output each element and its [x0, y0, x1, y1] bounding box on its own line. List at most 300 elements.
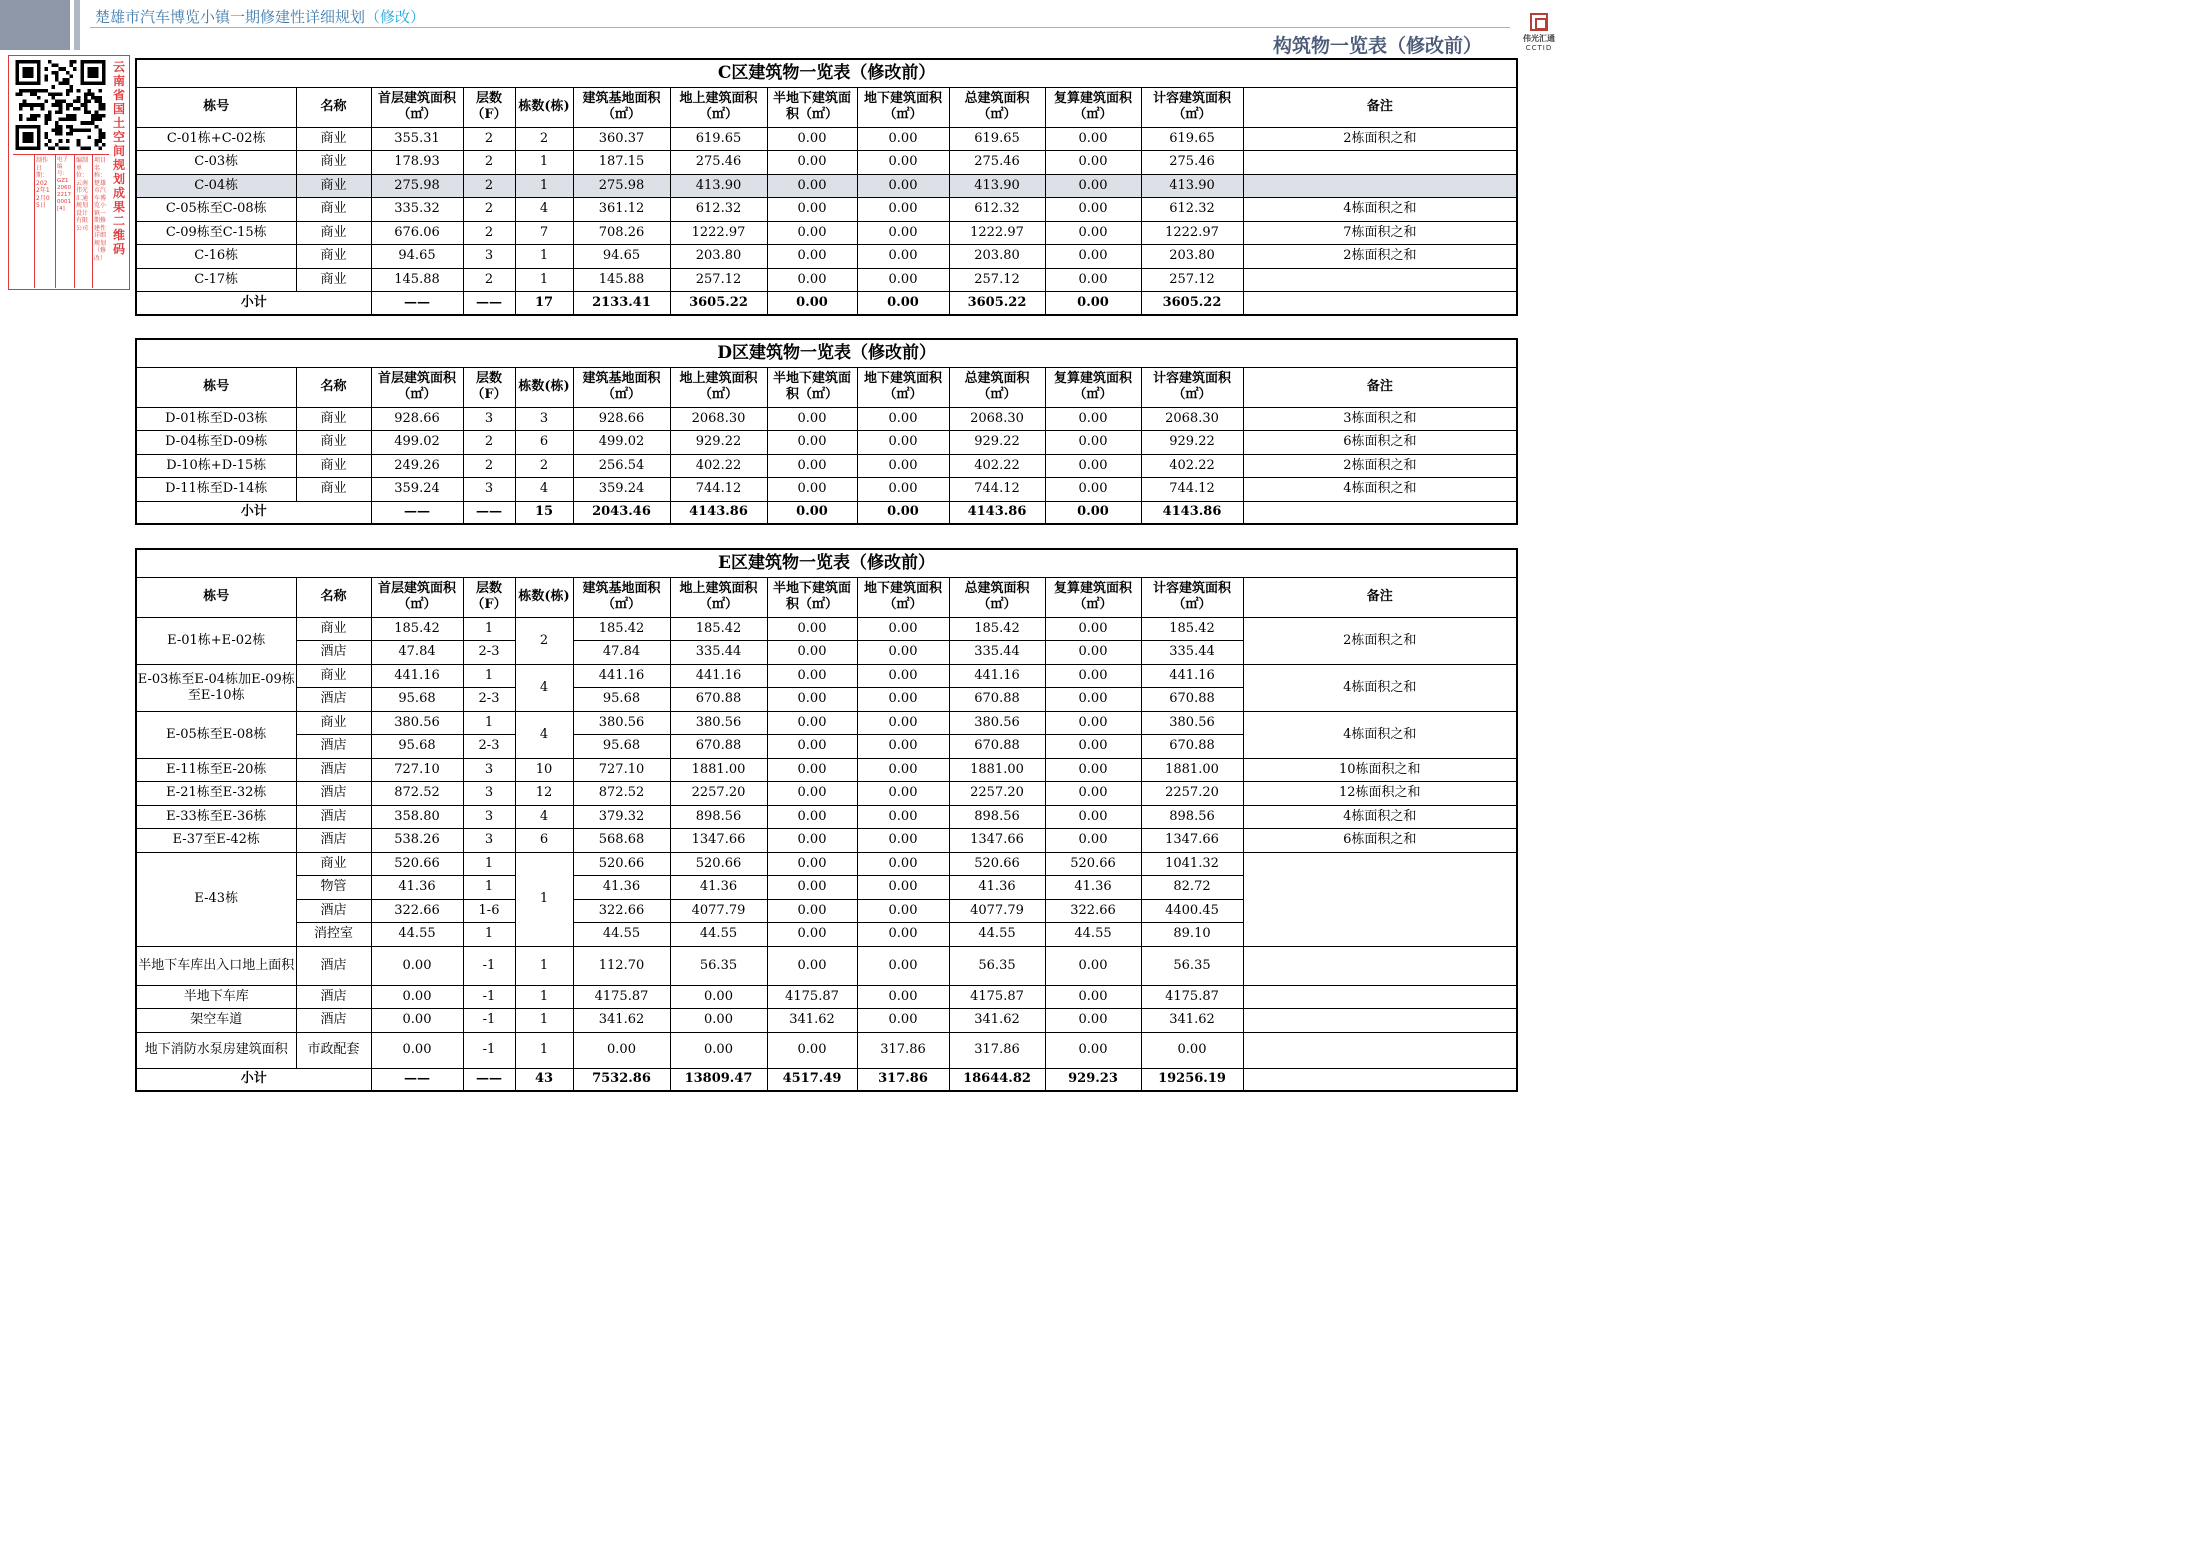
- column-header: 栋数(栋): [515, 367, 573, 407]
- table-cell: D-04栋至D-09栋: [136, 431, 296, 455]
- table-cell: 4175.87: [949, 985, 1045, 1009]
- table-cell: 0.00: [1045, 641, 1141, 665]
- building-count-cell: 1: [515, 946, 573, 985]
- table-cell: 0.00: [767, 245, 857, 269]
- table-cell: 1: [463, 711, 515, 735]
- table-cell: 1: [463, 664, 515, 688]
- table-cell: 670.88: [1141, 735, 1243, 759]
- subtotal-cell: 0.00: [857, 292, 949, 315]
- stamp-info: [13, 154, 109, 287]
- table-cell: 2: [463, 454, 515, 478]
- table-cell: 0.00: [573, 1032, 670, 1068]
- table-cell: 商业: [296, 221, 371, 245]
- table-cell: C-03栋: [136, 151, 296, 175]
- header-row: [136, 577, 1517, 617]
- table-cell: 6栋面积之和: [1243, 431, 1517, 455]
- table-cell: 0.00: [1045, 454, 1141, 478]
- table-row[interactable]: [136, 852, 1517, 876]
- table-cell: 379.32: [573, 805, 670, 829]
- column-header: 栋号: [136, 577, 296, 617]
- building-count-cell: 1: [515, 1032, 573, 1068]
- company-logo: [1519, 13, 1559, 53]
- table-cell: 929.22: [949, 431, 1045, 455]
- table-cell: 178.93: [371, 151, 463, 175]
- table-cell: 41.36: [1045, 876, 1141, 900]
- table-cell: 441.16: [573, 664, 670, 688]
- table-cell: C-05栋至C-08栋: [136, 198, 296, 222]
- table-cell: 1: [515, 268, 573, 292]
- building-count-cell: 4: [515, 664, 573, 711]
- table-cell: 359.24: [371, 478, 463, 502]
- column-header: 首层建筑面积（㎡）: [371, 367, 463, 407]
- table-cell: 4栋面积之和: [1243, 478, 1517, 502]
- table-cell: 322.66: [1045, 899, 1141, 923]
- table-cell: 341.62: [573, 1009, 670, 1033]
- subtotal-cell: 13809.47: [670, 1068, 767, 1091]
- subtotal-label: 小计: [136, 292, 371, 315]
- table-row[interactable]: [136, 985, 1517, 1009]
- table-row[interactable]: [136, 431, 1517, 455]
- table-cell: 2257.20: [670, 782, 767, 806]
- table-cell: 商业: [296, 431, 371, 455]
- table-title: D区建筑物一览表（修改前）: [136, 339, 1517, 367]
- table-cell: 275.46: [1141, 151, 1243, 175]
- table-cell: 酒店: [296, 829, 371, 853]
- table-cell: 0.00: [857, 782, 949, 806]
- table-cell: 1: [463, 876, 515, 900]
- table-cell: 商业: [296, 664, 371, 688]
- table-cell: 1347.66: [670, 829, 767, 853]
- table-cell: 1881.00: [949, 758, 1045, 782]
- table-cell: C-16栋: [136, 245, 296, 269]
- table-cell: 619.65: [1141, 127, 1243, 151]
- table-row[interactable]: [136, 198, 1517, 222]
- table-cell: 2-3: [463, 641, 515, 665]
- remark-cell: 4栋面积之和: [1243, 805, 1517, 829]
- table-cell: 0.00: [767, 899, 857, 923]
- table-cell: -1: [463, 946, 515, 985]
- table-cell: 0.00: [857, 617, 949, 641]
- table-cell: 112.70: [573, 946, 670, 985]
- table-cell: 360.37: [573, 127, 670, 151]
- column-header: 名称: [296, 87, 371, 127]
- table-cell: 441.16: [371, 664, 463, 688]
- table-row[interactable]: [136, 245, 1517, 269]
- table-cell: 2-3: [463, 688, 515, 712]
- table-cell: 441.16: [949, 664, 1045, 688]
- table-row[interactable]: [136, 782, 1517, 806]
- table-cell: 499.02: [573, 431, 670, 455]
- table-cell: 185.42: [1141, 617, 1243, 641]
- subtotal-cell: [1243, 292, 1517, 315]
- table-cell: 0.00: [857, 151, 949, 175]
- table-cell: 1347.66: [949, 829, 1045, 853]
- table-cell: D-01栋至D-03栋: [136, 407, 296, 431]
- table-cell: 0.00: [857, 758, 949, 782]
- table-row[interactable]: [136, 407, 1517, 431]
- table-cell: 670.88: [949, 688, 1045, 712]
- table-cell: 0.00: [1045, 664, 1141, 688]
- table-zone-c: [135, 58, 1518, 316]
- table-cell: 0.00: [767, 876, 857, 900]
- subtotal-label: 小计: [136, 1068, 371, 1091]
- table-cell: 0.00: [371, 985, 463, 1009]
- table-cell: 0.00: [767, 946, 857, 985]
- table-cell: 0.00: [857, 1009, 949, 1033]
- table-cell: 1: [515, 245, 573, 269]
- column-header: 复算建筑面积（㎡）: [1045, 577, 1141, 617]
- table-cell: 928.66: [573, 407, 670, 431]
- subtotal-cell: 4143.86: [1141, 501, 1243, 524]
- table-cell: 1041.32: [1141, 852, 1243, 876]
- table-zone-d: [135, 338, 1518, 525]
- table-cell: 商业: [296, 407, 371, 431]
- table-cell: 酒店: [296, 805, 371, 829]
- table-cell: 酒店: [296, 758, 371, 782]
- table-cell: 0.00: [767, 151, 857, 175]
- building-id-cell: 架空车道: [136, 1009, 296, 1033]
- table-cell: 0.00: [857, 805, 949, 829]
- column-header: 半地下建筑面积（㎡）: [767, 577, 857, 617]
- table-cell: 898.56: [670, 805, 767, 829]
- table-cell: 94.65: [371, 245, 463, 269]
- table-row[interactable]: [136, 805, 1517, 829]
- table-cell: -1: [463, 985, 515, 1009]
- subtotal-cell: ——: [463, 292, 515, 315]
- table-cell: 0.00: [670, 1009, 767, 1033]
- building-count-cell: 12: [515, 782, 573, 806]
- table-cell: 0.00: [857, 221, 949, 245]
- table-row[interactable]: [136, 617, 1517, 641]
- subtotal-cell: 0.00: [767, 501, 857, 524]
- building-id-cell: E-01栋+E-02栋: [136, 617, 296, 664]
- table-cell: 酒店: [296, 641, 371, 665]
- table-cell: 4175.87: [1141, 985, 1243, 1009]
- subtotal-cell: 3605.22: [949, 292, 1045, 315]
- table-cell: 0.00: [767, 664, 857, 688]
- table-row[interactable]: [136, 268, 1517, 292]
- table-cell: 消控室: [296, 923, 371, 947]
- table-cell: 商业: [296, 852, 371, 876]
- table-cell: 499.02: [371, 431, 463, 455]
- subtotal-row: [136, 1068, 1517, 1091]
- table-cell: 744.12: [670, 478, 767, 502]
- table-cell: 520.66: [1045, 852, 1141, 876]
- table-cell: 7: [515, 221, 573, 245]
- table-cell: 56.35: [949, 946, 1045, 985]
- table-cell: C-01栋+C-02栋: [136, 127, 296, 151]
- table-cell: 361.12: [573, 198, 670, 222]
- column-header: 建筑基地面积（㎡）: [573, 367, 670, 407]
- column-header: 半地下建筑面积（㎡）: [767, 87, 857, 127]
- section-title: 构筑物一览表（修改前）: [1273, 35, 1483, 57]
- table-cell: 47.84: [573, 641, 670, 665]
- table-cell: 3: [463, 407, 515, 431]
- table-cell: 0.00: [857, 174, 949, 198]
- table-cell: 0.00: [1045, 782, 1141, 806]
- stamp-code: 电子编号：GZ1206022170001[4]: [57, 157, 71, 212]
- table-row[interactable]: [136, 174, 1517, 198]
- table-cell: 0.00: [767, 174, 857, 198]
- table-row[interactable]: [136, 711, 1517, 735]
- table-row[interactable]: [136, 127, 1517, 151]
- table-cell: 1222.97: [949, 221, 1045, 245]
- table-cell: -1: [463, 1009, 515, 1033]
- building-id-cell: E-37至E-42栋: [136, 829, 296, 853]
- table-cell: 0.00: [1141, 1032, 1243, 1068]
- table-cell: 1: [515, 151, 573, 175]
- subtotal-cell: 3605.22: [670, 292, 767, 315]
- table-cell: 413.90: [949, 174, 1045, 198]
- table-cell: 3: [463, 245, 515, 269]
- table-cell: 酒店: [296, 899, 371, 923]
- table-cell: 0.00: [670, 985, 767, 1009]
- table-cell: 520.66: [371, 852, 463, 876]
- table-cell: 2068.30: [949, 407, 1045, 431]
- table-cell: 2栋面积之和: [1243, 454, 1517, 478]
- stamp-date: 制作日期：2022年12月05日: [36, 157, 50, 209]
- table-row[interactable]: [136, 664, 1517, 688]
- table-cell: 520.66: [949, 852, 1045, 876]
- logo-icon: [1530, 13, 1548, 31]
- subtotal-cell: 0.00: [857, 501, 949, 524]
- table-cell: 203.80: [670, 245, 767, 269]
- column-header: 计容建筑面积（㎡）: [1141, 367, 1243, 407]
- table-cell: 929.22: [670, 431, 767, 455]
- table-cell: 185.42: [670, 617, 767, 641]
- table-cell: 402.22: [670, 454, 767, 478]
- table-cell: 413.90: [1141, 174, 1243, 198]
- table-row[interactable]: [136, 1032, 1517, 1068]
- column-header: 名称: [296, 577, 371, 617]
- table-cell: 568.68: [573, 829, 670, 853]
- table-cell: 6: [515, 431, 573, 455]
- table-cell: 185.42: [949, 617, 1045, 641]
- table-cell: 商业: [296, 268, 371, 292]
- table-row[interactable]: [136, 946, 1517, 985]
- table-row[interactable]: [136, 758, 1517, 782]
- table-cell: 商业: [296, 127, 371, 151]
- building-id-cell: 半地下车库出入口地上面积: [136, 946, 296, 985]
- table-cell: 380.56: [670, 711, 767, 735]
- table-cell: 0.00: [767, 198, 857, 222]
- table-title: C区建筑物一览表（修改前）: [136, 59, 1517, 87]
- table-cell: 4175.87: [573, 985, 670, 1009]
- table-row[interactable]: [136, 151, 1517, 175]
- column-header: 地下建筑面积（㎡）: [857, 577, 949, 617]
- table-cell: 0.00: [857, 852, 949, 876]
- table-cell: 1: [515, 174, 573, 198]
- table-cell: 56.35: [1141, 946, 1243, 985]
- building-count-cell: 1: [515, 1009, 573, 1033]
- table-cell: C-09栋至C-15栋: [136, 221, 296, 245]
- table-cell: 203.80: [949, 245, 1045, 269]
- table-cell: 0.00: [767, 688, 857, 712]
- table-cell: 335.44: [670, 641, 767, 665]
- table-cell: 1881.00: [670, 758, 767, 782]
- column-header: 地上建筑面积（㎡）: [670, 87, 767, 127]
- table-cell: 0.00: [857, 829, 949, 853]
- table-cell: 335.44: [949, 641, 1045, 665]
- table-cell: 41.36: [371, 876, 463, 900]
- building-id-cell: E-43栋: [136, 852, 296, 946]
- table-cell: 1: [463, 617, 515, 641]
- building-id-cell: 半地下车库: [136, 985, 296, 1009]
- table-cell: 0.00: [767, 617, 857, 641]
- logo-cn-text: 伟光汇通: [1523, 34, 1555, 43]
- table-cell: 0.00: [857, 923, 949, 947]
- subtotal-cell: 18644.82: [949, 1068, 1045, 1091]
- qr-code-icon: [13, 60, 108, 150]
- table-cell: 0.00: [1045, 805, 1141, 829]
- document-title-text: 楚雄市汽车博览小镇一期修建性详细规划: [95, 8, 366, 26]
- table-cell: 203.80: [1141, 245, 1243, 269]
- table-cell: 670.88: [670, 735, 767, 759]
- table-cell: 41.36: [949, 876, 1045, 900]
- subtotal-cell: 3605.22: [1141, 292, 1243, 315]
- remark-cell: 4栋面积之和: [1243, 664, 1517, 711]
- table-cell: 1: [463, 852, 515, 876]
- table-cell: 359.24: [573, 478, 670, 502]
- table-cell: 0.00: [857, 478, 949, 502]
- table-cell: 95.68: [371, 735, 463, 759]
- table-cell: 249.26: [371, 454, 463, 478]
- table-cell: 898.56: [949, 805, 1045, 829]
- table-cell: 0.00: [1045, 985, 1141, 1009]
- table-cell: 0.00: [371, 1032, 463, 1068]
- table-cell: 0.00: [857, 127, 949, 151]
- table-cell: 酒店: [296, 1009, 371, 1033]
- column-header: 层数（F）: [463, 87, 515, 127]
- subtotal-row: [136, 292, 1517, 315]
- header-row: [136, 87, 1517, 127]
- subtotal-cell: 317.86: [857, 1068, 949, 1091]
- table-cell: 619.65: [670, 127, 767, 151]
- table-cell: 4077.79: [670, 899, 767, 923]
- column-header: 复算建筑面积（㎡）: [1045, 367, 1141, 407]
- table-row[interactable]: [136, 478, 1517, 502]
- table-cell: 酒店: [296, 946, 371, 985]
- table-cell: 41.36: [670, 876, 767, 900]
- table-cell: 275.98: [371, 174, 463, 198]
- table-cell: 0.00: [767, 454, 857, 478]
- building-id-cell: E-03栋至E-04栋加E-09栋至E-10栋: [136, 664, 296, 711]
- column-header: 栋数(栋): [515, 87, 573, 127]
- table-cell: 670.88: [670, 688, 767, 712]
- table-cell: 3: [463, 805, 515, 829]
- table-cell: 2栋面积之和: [1243, 245, 1517, 269]
- table-row[interactable]: [136, 1009, 1517, 1033]
- table-row[interactable]: [136, 829, 1517, 853]
- remark-cell: 12栋面积之和: [1243, 782, 1517, 806]
- subtotal-cell: 2133.41: [573, 292, 670, 315]
- building-count-cell: 1: [515, 985, 573, 1009]
- table-cell: 市政配套: [296, 1032, 371, 1068]
- column-header: 地下建筑面积（㎡）: [857, 367, 949, 407]
- table-cell: 0.00: [857, 268, 949, 292]
- table-cell: 727.10: [371, 758, 463, 782]
- table-cell: 670.88: [1141, 688, 1243, 712]
- table-cell: 872.52: [371, 782, 463, 806]
- remark-cell: [1243, 1009, 1517, 1033]
- column-header: 层数（F）: [463, 577, 515, 617]
- table-cell: 0.00: [1045, 127, 1141, 151]
- planning-qr-stamp: [8, 55, 130, 290]
- table-cell: 185.42: [573, 617, 670, 641]
- table-row[interactable]: [136, 221, 1517, 245]
- table-cell: 56.35: [670, 946, 767, 985]
- table-cell: 0.00: [767, 805, 857, 829]
- table-cell: C-04栋: [136, 174, 296, 198]
- column-header: 地下建筑面积（㎡）: [857, 87, 949, 127]
- building-id-cell: E-11栋至E-20栋: [136, 758, 296, 782]
- remark-cell: 10栋面积之和: [1243, 758, 1517, 782]
- table-cell: 441.16: [670, 664, 767, 688]
- table-cell: 358.80: [371, 805, 463, 829]
- subtotal-cell: 7532.86: [573, 1068, 670, 1091]
- table-row[interactable]: [136, 454, 1517, 478]
- table-cell: 0.00: [857, 711, 949, 735]
- table-cell: 1347.66: [1141, 829, 1243, 853]
- table-cell: 3: [463, 829, 515, 853]
- table-cell: 380.56: [573, 711, 670, 735]
- table-cell: [1243, 268, 1517, 292]
- subtotal-cell: [1243, 501, 1517, 524]
- table-cell: 3: [463, 478, 515, 502]
- table-cell: 0.00: [1045, 478, 1141, 502]
- table-cell: 2068.30: [670, 407, 767, 431]
- table-cell: 380.56: [1141, 711, 1243, 735]
- table-cell: 2: [463, 127, 515, 151]
- table-cell: 2257.20: [1141, 782, 1243, 806]
- table-cell: 0.00: [670, 1032, 767, 1068]
- table-cell: 1-6: [463, 899, 515, 923]
- table-cell: [1243, 174, 1517, 198]
- table-cell: 酒店: [296, 735, 371, 759]
- table-cell: 47.84: [371, 641, 463, 665]
- table-cell: 2-3: [463, 735, 515, 759]
- table-cell: C-17栋: [136, 268, 296, 292]
- table-cell: 7栋面积之和: [1243, 221, 1517, 245]
- column-header: 总建筑面积（㎡）: [949, 577, 1045, 617]
- table-cell: 744.12: [1141, 478, 1243, 502]
- subtotal-cell: [1243, 1068, 1517, 1091]
- table-cell: 44.55: [573, 923, 670, 947]
- table-cell: 41.36: [573, 876, 670, 900]
- table-cell: 0.00: [857, 876, 949, 900]
- document-title-suffix: （修改）: [365, 8, 426, 26]
- table-cell: 89.10: [1141, 923, 1243, 947]
- table-cell: 0.00: [857, 946, 949, 985]
- table-zone-e: [135, 548, 1518, 1092]
- table-cell: 0.00: [767, 407, 857, 431]
- building-count-cell: 2: [515, 617, 573, 664]
- table-cell: 95.68: [371, 688, 463, 712]
- table-cell: 1222.97: [1141, 221, 1243, 245]
- table-cell: 520.66: [670, 852, 767, 876]
- table-cell: 0.00: [767, 268, 857, 292]
- table-cell: 0.00: [857, 664, 949, 688]
- table-cell: 0.00: [1045, 711, 1141, 735]
- table-cell: 95.68: [573, 688, 670, 712]
- table-cell: 0.00: [857, 641, 949, 665]
- table-cell: 744.12: [949, 478, 1045, 502]
- table-cell: 335.44: [1141, 641, 1243, 665]
- subtotal-cell: 19256.19: [1141, 1068, 1243, 1091]
- table-cell: 0.00: [857, 245, 949, 269]
- building-count-cell: 6: [515, 829, 573, 853]
- table-cell: 3: [463, 758, 515, 782]
